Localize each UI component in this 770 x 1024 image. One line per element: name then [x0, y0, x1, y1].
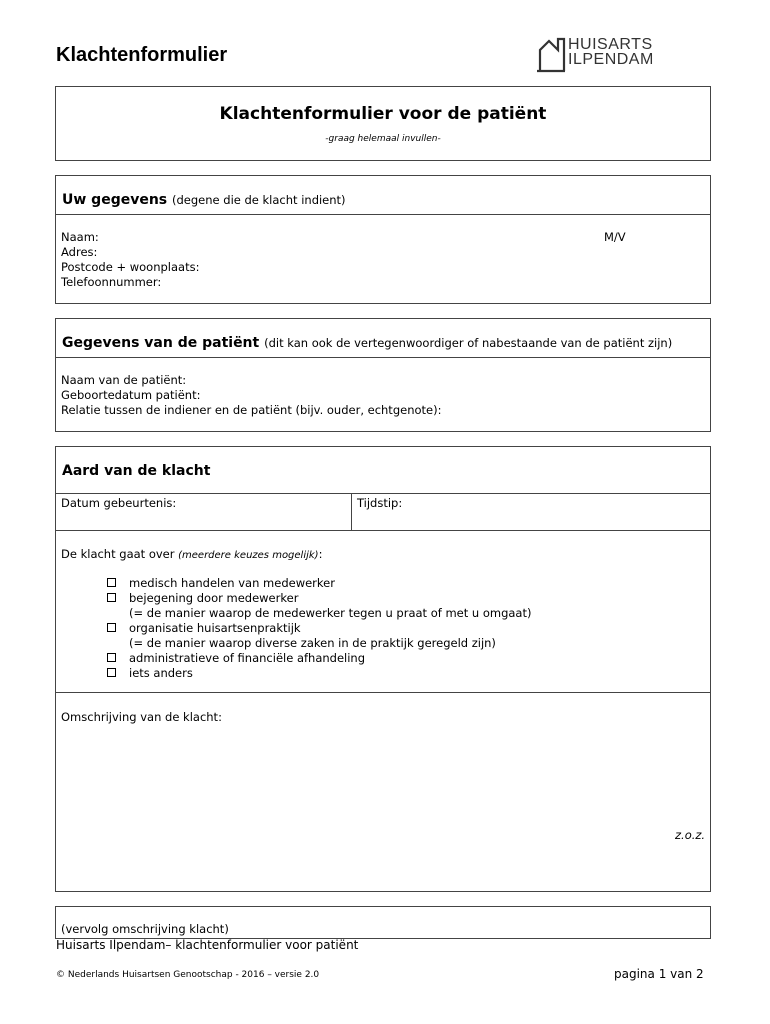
- intro-subtitle: -graag helemaal invullen-: [325, 134, 441, 144]
- checkbox-administratief[interactable]: [107, 653, 116, 662]
- divider: [55, 214, 711, 215]
- divider: [55, 692, 711, 693]
- omschrijving-label[interactable]: Omschrijving van de klacht:: [61, 710, 222, 724]
- field-naam[interactable]: Naam:: [61, 230, 99, 244]
- logo-text: [568, 37, 654, 67]
- checkbox-organisatie[interactable]: [107, 623, 116, 632]
- field-gender[interactable]: M/V: [604, 230, 626, 244]
- option-bejegening: bejegening door medewerker: [129, 591, 299, 605]
- checkbox-medisch[interactable]: [107, 578, 116, 587]
- field-datum[interactable]: Datum gebeurtenis:: [61, 496, 177, 510]
- klacht-heading: Aard van de klacht: [62, 463, 211, 479]
- logo-line-2: ILPENDAM: [568, 51, 654, 68]
- vervolg-label[interactable]: (vervolg omschrijving klacht): [61, 922, 229, 936]
- checkbox-bejegening[interactable]: [107, 593, 116, 602]
- option-iets-anders: iets anders: [129, 666, 193, 680]
- gaat-over-text: De klacht gaat over: [61, 547, 175, 561]
- logo-line-1: HUISARTS: [568, 36, 653, 53]
- document-title: Klachtenformulier: [56, 44, 228, 66]
- option-administratief: administratieve of financiële afhandeling: [129, 651, 366, 665]
- field-tijdstip[interactable]: Tijdstip:: [357, 496, 403, 510]
- heading-note: (dit kan ook de vertegenwoordiger of nabestaande van de patiënt zijn): [264, 336, 673, 350]
- field-adres[interactable]: Adres:: [61, 245, 98, 259]
- divider: [55, 357, 711, 358]
- footer-doc-line: Huisarts Ilpendam– klachtenformulier voor patiënt: [56, 938, 359, 952]
- option-organisatie-note: (= de manier waarop diverse zaken in de praktijk geregeld zijn): [129, 636, 496, 650]
- heading-text: Uw gegevens: [62, 192, 168, 208]
- zoz-label: z.o.z.: [675, 828, 706, 842]
- option-bejegening-note: (= de manier waarop de medewerker tegen u praat of met u omgaat): [129, 606, 532, 620]
- footer-page-number: pagina 1 van 2: [614, 967, 704, 981]
- divider: [55, 493, 711, 494]
- gaat-over-colon: :: [318, 547, 323, 561]
- divider: [55, 530, 711, 531]
- option-medisch: medisch handelen van medewerker: [129, 576, 335, 590]
- field-postcode[interactable]: Postcode + woonplaats:: [61, 260, 200, 274]
- checkbox-iets-anders[interactable]: [107, 668, 116, 677]
- gaat-over-note: (meerdere keuzes mogelijk): [178, 550, 319, 561]
- uw-gegevens-heading: [62, 192, 346, 208]
- field-relatie[interactable]: Relatie tussen de indiener en de patiënt (bijv. ouder, echtgenote):: [61, 403, 442, 417]
- intro-title: Klachtenformulier voor de patiënt: [219, 104, 547, 124]
- field-telefoon[interactable]: Telefoonnummer:: [61, 275, 162, 289]
- footer-copyright: © Nederlands Huisartsen Genootschap - 2016 – versie 2.0: [56, 970, 320, 980]
- heading-text: Gegevens van de patiënt: [62, 335, 260, 351]
- field-patient-naam[interactable]: Naam van de patiënt:: [61, 373, 187, 387]
- divider: [351, 493, 352, 530]
- field-geboortedatum[interactable]: Geboortedatum patiënt:: [61, 388, 201, 402]
- option-organisatie: organisatie huisartsenpraktijk: [129, 621, 301, 635]
- klacht-gaat-over: [61, 547, 322, 563]
- patient-heading: [62, 335, 672, 351]
- heading-note: (degene die de klacht indient): [172, 193, 346, 207]
